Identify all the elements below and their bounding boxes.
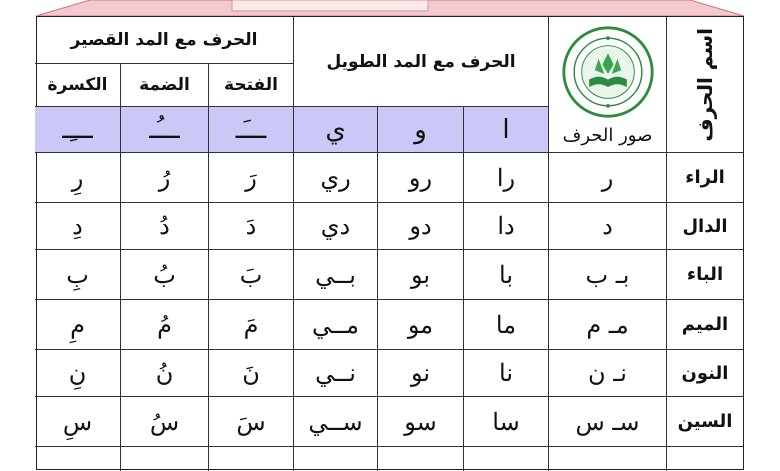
school-seal-icon: [561, 25, 655, 119]
table-row-ya: نــي: [293, 350, 377, 397]
table-row-kasra: رِ: [35, 153, 120, 203]
table-row-name: الميم: [666, 300, 743, 350]
table-row-damma: سُ: [120, 397, 208, 447]
table-row-partial: [666, 447, 743, 471]
table-row-partial: [548, 447, 666, 471]
table-row-forms: بـ ب: [548, 250, 666, 300]
table-row-partial: [120, 447, 208, 471]
table-row-name: النون: [666, 350, 743, 397]
table-row-alif: نا: [463, 350, 548, 397]
letters-table: [36, 16, 744, 470]
table-row-alif: با: [463, 250, 548, 300]
long-vowel-header: الحرف مع المد الطويل: [293, 17, 548, 107]
table-row-partial: [377, 447, 463, 471]
table-row-waw: دو: [377, 203, 463, 250]
damma-mark: ـــُـ: [120, 107, 208, 153]
table-row-partial: [463, 447, 548, 471]
table-row-kasra: دِ: [35, 203, 120, 250]
table-row-waw: مو: [377, 300, 463, 350]
table-row-ya: بــي: [293, 250, 377, 300]
table-row-fatha: بَ: [208, 250, 293, 300]
table-row-forms: ر: [548, 153, 666, 203]
table-row-waw: رو: [377, 153, 463, 203]
table-row-forms: نـ ن: [548, 350, 666, 397]
waw-mark: و: [377, 107, 463, 153]
table-row-ya: مــي: [293, 300, 377, 350]
table-row-kasra: سِ: [35, 397, 120, 447]
table-row-damma: رُ: [120, 153, 208, 203]
table-row-alif: ما: [463, 300, 548, 350]
table-row-name: الباء: [666, 250, 743, 300]
table-row-waw: سو: [377, 397, 463, 447]
letter-forms-label: صور الحرف: [562, 125, 653, 146]
table-row-damma: مُ: [120, 300, 208, 350]
table-row-ya: دي: [293, 203, 377, 250]
kasra-mark: ـــِـ: [35, 107, 120, 153]
fatha-mark: ـــَـ: [208, 107, 293, 153]
kasra-header: الكسرة: [35, 64, 120, 107]
table-row-kasra: بِ: [35, 250, 120, 300]
table-row-alif: را: [463, 153, 548, 203]
table-row-forms: مـ م: [548, 300, 666, 350]
table-row-waw: بو: [377, 250, 463, 300]
table-row-partial: [293, 447, 377, 471]
fatha-header: الفتحة: [208, 64, 293, 107]
table-row-damma: نُ: [120, 350, 208, 397]
table-row-ya: ري: [293, 153, 377, 203]
table-row-fatha: دَ: [208, 203, 293, 250]
table-row-kasra: مِ: [35, 300, 120, 350]
table-row-kasra: نِ: [35, 350, 120, 397]
table-row-waw: نو: [377, 350, 463, 397]
table-row-fatha: سَ: [208, 397, 293, 447]
table-row-name: الدال: [666, 203, 743, 250]
table-row-fatha: مَ: [208, 300, 293, 350]
letter-forms-header: [548, 17, 666, 153]
letter-name-header: اسم الحرف: [666, 17, 743, 153]
table-row-alif: سا: [463, 397, 548, 447]
table-row-alif: دا: [463, 203, 548, 250]
table-row-fatha: نَ: [208, 350, 293, 397]
table-row-forms: د: [548, 203, 666, 250]
table-row-partial: [35, 447, 120, 471]
alif-mark: ا: [463, 107, 548, 153]
short-vowel-header: الحرف مع المد القصير: [35, 17, 293, 64]
ya-mark: ي: [293, 107, 377, 153]
table-row-name: السين: [666, 397, 743, 447]
table-row-name: الراء: [666, 153, 743, 203]
table-row-forms: سـ س: [548, 397, 666, 447]
table-row-damma: بُ: [120, 250, 208, 300]
table-row-partial: [208, 447, 293, 471]
table-row-damma: دُ: [120, 203, 208, 250]
table-row-fatha: رَ: [208, 153, 293, 203]
damma-header: الضمة: [120, 64, 208, 107]
table-row-ya: ســي: [293, 397, 377, 447]
